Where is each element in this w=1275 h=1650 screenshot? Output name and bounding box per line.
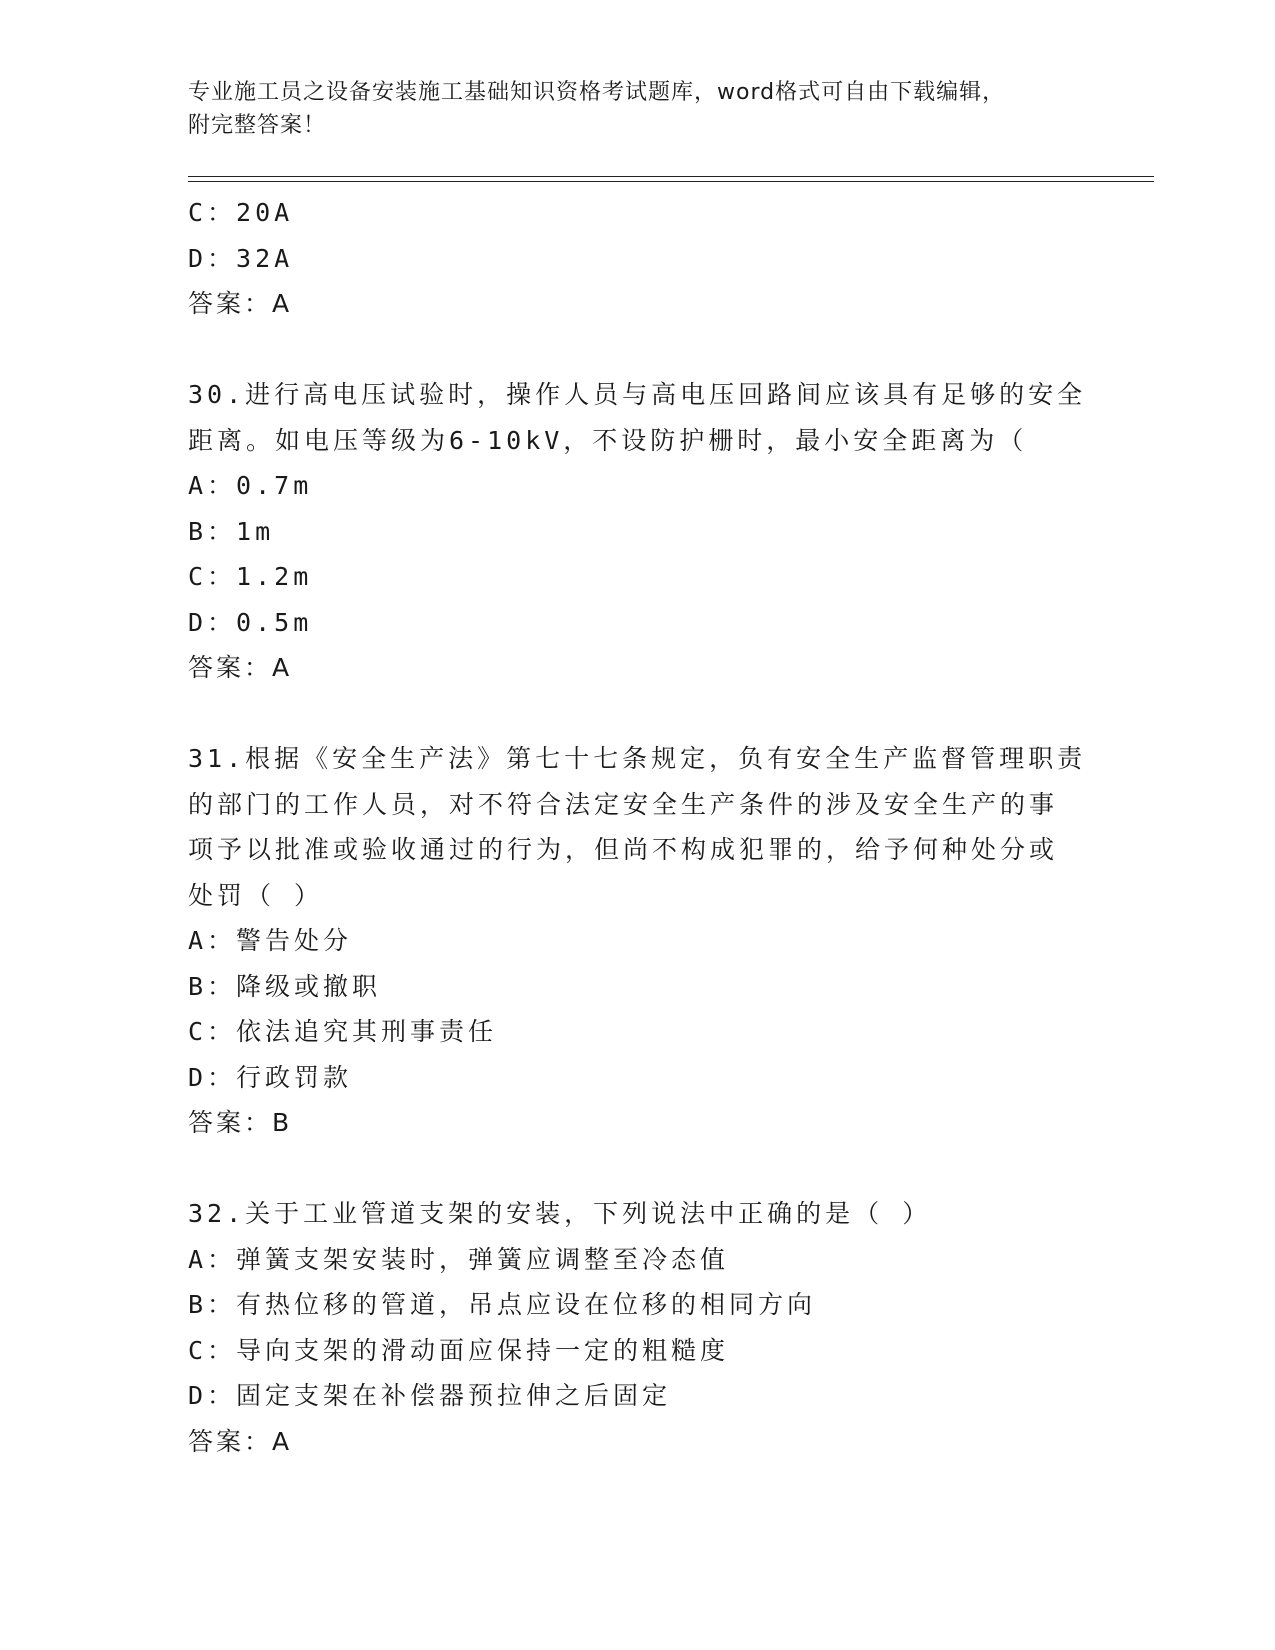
question-text: 距离。如电压等级为6-10kV，不设防护栅时，最小安全距离为（ [188, 425, 1028, 455]
question-text: 的部门的工作人员，对不符合法定安全生产条件的涉及安全生产的事 [188, 789, 1059, 819]
header-divider-bottom [188, 181, 1154, 182]
answer-line: 答案：A [188, 653, 293, 682]
answer-line: 答案：B [188, 1108, 293, 1137]
option-a: A：警告处分 [188, 926, 353, 955]
option-d: D：固定支架在补偿器预拉伸之后固定 [188, 1381, 672, 1410]
header-line-1: 专业施工员之设备安装施工基础知识资格考试题库，word格式可自由下载编辑， [188, 80, 1006, 105]
option-a: A：弹簧支架安装时，弹簧应调整至冷态值 [188, 1244, 730, 1274]
document-header [188, 76, 1088, 142]
option-c: C：导向支架的滑动面应保持一定的粗糙度 [188, 1335, 730, 1365]
question-text: 项予以批准或验收通过的行为，但尚不构成犯罪的，给予何种处分或 [188, 835, 1059, 864]
question-block-prev [188, 190, 1088, 327]
option-c: C：依法追究其刑事责任 [188, 1017, 498, 1046]
question-text: 31.根据《安全生产法》第七十七条规定，负有安全生产监督管理职责 [188, 744, 1087, 773]
question-text: 处罚（ ） [188, 880, 324, 910]
option-d: D：0.5m [188, 607, 313, 637]
option-c: C：1.2m [188, 562, 313, 591]
option-b: B：降级或撤职 [188, 971, 382, 1001]
question-text: 30.进行高电压试验时，操作人员与高电压回路间应该具有足够的安全 [188, 380, 1087, 409]
option-d: D：行政罚款 [188, 1062, 353, 1092]
question-text: 32.关于工业管道支架的安装，下列说法中正确的是（ ） [188, 1199, 932, 1228]
question-block-30 [188, 372, 1088, 691]
option-b: B：1m [188, 516, 275, 546]
option-d: D：32A [188, 243, 294, 273]
header-line-2: 附完整答案！ [188, 113, 327, 138]
question-block-32 [188, 1191, 1088, 1464]
spacer [188, 327, 1088, 373]
spacer [188, 1146, 1088, 1192]
answer-line: 答案：A [188, 1426, 293, 1456]
spacer [188, 691, 1088, 737]
option-c: C：20A [188, 198, 294, 227]
question-list [188, 190, 1088, 1464]
option-b: B：有热位移的管道，吊点应设在位移的相同方向 [188, 1290, 817, 1319]
answer-line: 答案：A [188, 289, 293, 318]
question-block-31 [188, 736, 1088, 1146]
header-divider-top [188, 176, 1154, 177]
option-a: A：0.7m [188, 471, 313, 500]
